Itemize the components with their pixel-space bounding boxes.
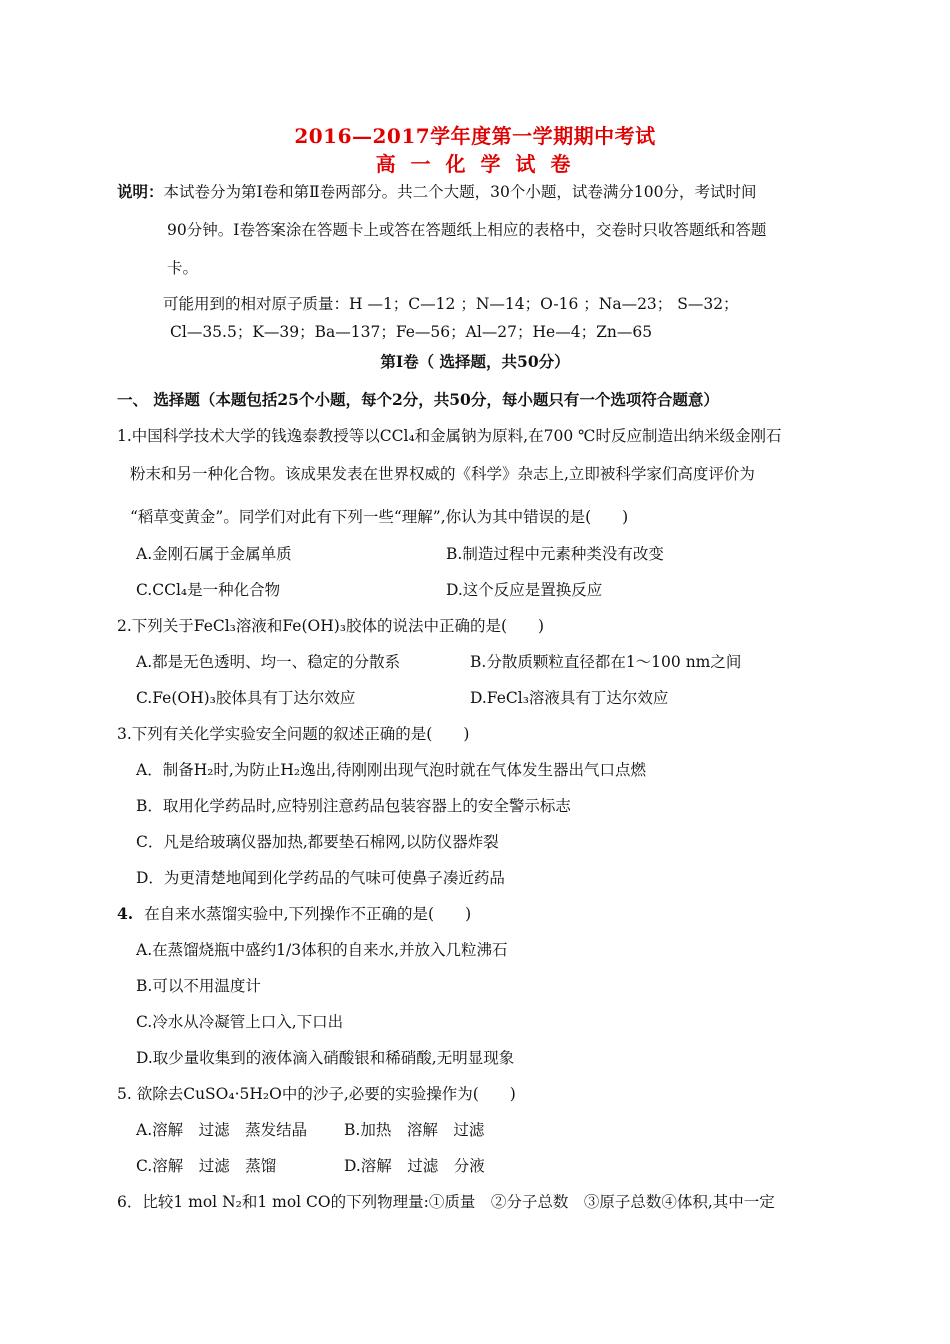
question-5-option-c: C.溶解 过滤 蒸馏 [136,1157,277,1175]
exam-subtitle: 高 一 化 学 试 卷 [375,152,575,176]
section1-title: 一、 选择题（本题包括25个小题，每个2分，共50分，每小题只有一个选项符合题意） [117,390,719,409]
question-2-option-c: C.Fe(OH)₃胶体具有丁达尔效应 [136,689,356,707]
question-1-option-b: B.制造过程中元素种类没有改变 [446,545,664,563]
question-2-option-d: D.FeCl₃溶液具有丁达尔效应 [470,689,669,707]
question-4-option-c: C.冷水从冷凝管上口入,下口出 [136,1013,344,1031]
question-2-option-a: A.都是无色透明、均一、稳定的分散系 [136,653,401,671]
question-5-option-d: D.溶解 过滤 分液 [344,1157,485,1175]
question-1-line-3: “稻草变黄金”。同学们对此有下列一些“理解”,你认为其中错误的是( ) [130,508,629,526]
question-1-option-c: C.CCl₄是一种化合物 [136,581,281,599]
question-1-option-d: D.这个反应是置换反应 [446,581,603,599]
question-3-option-b: B．取用化学药品时,应特别注意药品包装容器上的安全警示标志 [136,797,571,815]
question-4-option-d: D.取少量收集到的液体滴入硝酸银和稀硝酸,无明显现象 [136,1049,515,1067]
instructions-label: 说明： [117,182,164,201]
question-3-line-1: 3.下列有关化学实验安全问题的叙述正确的是( ) [117,725,470,743]
question-3-option-c: C．凡是给玻璃仪器加热,都要垫石棉网,以防仪器炸裂 [136,833,499,851]
question-5-line-1: 5. 欲除去CuSO₄·5H₂O中的沙子,必要的实验操作为( ) [117,1085,516,1103]
instructions-text-1: 本试卷分为第Ⅰ卷和第Ⅱ卷两部分。共二个大题，30个小题，试卷满分100分，考试时间 [163,183,757,201]
question-4-line-1: 在自来水蒸馏实验中,下列操作不正确的是( ) [144,905,472,923]
part1-title: 第Ⅰ卷（ 选择题，共50分） [380,352,570,371]
question-5-option-b: B.加热 溶解 过滤 [344,1121,485,1139]
question-4-number: 4. [117,904,134,923]
exam-title: 2016—2017学年度第一学期期中考试 [294,124,656,148]
question-4-option-b: B.可以不用温度计 [136,977,261,995]
question-3-option-a: A．制备H₂时,为防止H₂逸出,待刚刚出现气泡时就在气体发生器出气口点燃 [136,761,647,779]
question-1-line-1: 1.中国科学技术大学的钱逸泰教授等以CCl₄和金属钠为原料,在700 ℃时反应制造出纳米级金刚石 [117,427,782,445]
question-5-option-a: A.溶解 过滤 蒸发结晶 [136,1121,308,1139]
instructions-text-3: 卡。 [167,259,199,277]
question-4-option-a: A.在蒸馏烧瓶中盛约1/3体积的自来水,并放入几粒沸石 [136,941,508,959]
instructions-text-2: 90分钟。Ⅰ卷答案涂在答题卡上或答在答题纸上相应的表格中，交卷时只收答题纸和答题 [167,221,767,239]
question-1-line-2: 粉末和另一种化合物。该成果发表在世界权威的《科学》杂志上,立即被科学家们高度评价为 [130,465,755,483]
question-2-option-b: B.分散质颗粒直径都在1～100 nm之间 [470,653,742,671]
question-3-option-d: D．为更清楚地闻到化学药品的气味可使鼻子凑近药品 [136,869,505,887]
atomic-masses-line-2: Cl—35.5；K—39；Ba—137；Fe—56；Al—27；He—4；Zn—65 [170,323,653,341]
question-6-line-1: 6．比较1 mol N₂和1 mol CO的下列物理量:①质量 ②分子总数 ③原子总数④体积,其中一定 [117,1193,775,1211]
question-1-option-a: A.金刚石属于金属单质 [136,545,292,563]
atomic-masses-line-1: 可能用到的相对原子质量：H —1；C—12 ；N—14；O-16 ；Na—23； S—32； [163,295,739,313]
question-2-line-1: 2.下列关于FeCl₃溶液和Fe(OH)₃胶体的说法中正确的是( ) [117,617,545,635]
